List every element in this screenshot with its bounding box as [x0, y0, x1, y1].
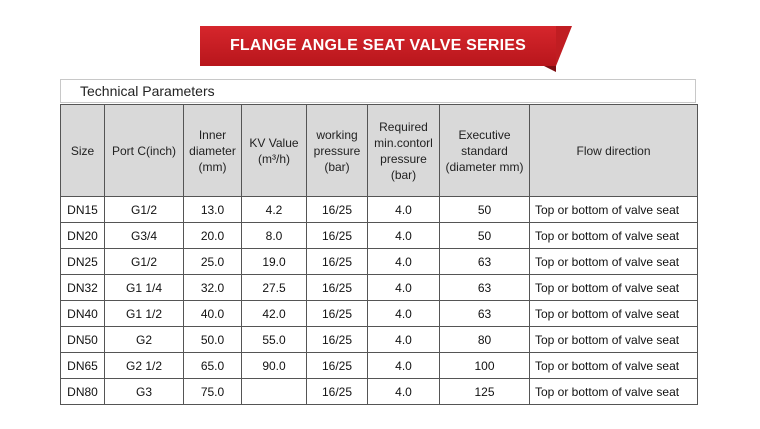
cell-executive-standard: 63	[440, 275, 530, 301]
table-row	[61, 327, 698, 353]
cell-min-control-pressure: 4.0	[368, 249, 440, 275]
table-row	[61, 379, 698, 405]
cell-flow-direction: Top or bottom of valve seat	[530, 301, 698, 327]
table-row	[61, 249, 698, 275]
cell-port: G1 1/4	[105, 275, 184, 301]
cell-min-control-pressure: 4.0	[368, 379, 440, 405]
cell-kv-value: 55.0	[242, 327, 307, 353]
cell-flow-direction: Top or bottom of valve seat	[530, 327, 698, 353]
cell-flow-direction: Top or bottom of valve seat	[530, 197, 698, 223]
cell-min-control-pressure: 4.0	[368, 197, 440, 223]
cell-kv-value	[242, 379, 307, 405]
cell-kv-value: 8.0	[242, 223, 307, 249]
cell-executive-standard: 63	[440, 301, 530, 327]
header-size: Size	[61, 105, 105, 197]
cell-size: DN40	[61, 301, 105, 327]
cell-inner-diameter: 25.0	[184, 249, 242, 275]
cell-working-pressure: 16/25	[307, 301, 368, 327]
cell-inner-diameter: 65.0	[184, 353, 242, 379]
cell-port: G1/2	[105, 249, 184, 275]
cell-min-control-pressure: 4.0	[368, 275, 440, 301]
header-inner-diameter: Inner diameter (mm)	[184, 105, 242, 197]
cell-working-pressure: 16/25	[307, 327, 368, 353]
title-banner	[200, 26, 576, 70]
cell-inner-diameter: 75.0	[184, 379, 242, 405]
table-header-row	[61, 105, 698, 197]
cell-kv-value: 90.0	[242, 353, 307, 379]
cell-min-control-pressure: 4.0	[368, 353, 440, 379]
header-kv-value: KV Value (m³/h)	[242, 105, 307, 197]
cell-flow-direction: Top or bottom of valve seat	[530, 379, 698, 405]
cell-flow-direction: Top or bottom of valve seat	[530, 249, 698, 275]
cell-inner-diameter: 20.0	[184, 223, 242, 249]
cell-working-pressure: 16/25	[307, 223, 368, 249]
banner-shadow	[544, 66, 556, 72]
cell-executive-standard: 63	[440, 249, 530, 275]
cell-kv-value: 42.0	[242, 301, 307, 327]
cell-executive-standard: 125	[440, 379, 530, 405]
cell-inner-diameter: 40.0	[184, 301, 242, 327]
cell-executive-standard: 80	[440, 327, 530, 353]
cell-port: G3	[105, 379, 184, 405]
cell-inner-diameter: 50.0	[184, 327, 242, 353]
cell-executive-standard: 100	[440, 353, 530, 379]
parameters-table	[60, 104, 698, 405]
cell-flow-direction: Top or bottom of valve seat	[530, 275, 698, 301]
cell-size: DN25	[61, 249, 105, 275]
cell-inner-diameter: 13.0	[184, 197, 242, 223]
cell-port: G1/2	[105, 197, 184, 223]
table-row	[61, 197, 698, 223]
cell-size: DN32	[61, 275, 105, 301]
cell-port: G2	[105, 327, 184, 353]
cell-kv-value: 27.5	[242, 275, 307, 301]
header-min-control-pressure: Required min.contorl pressure (bar)	[368, 105, 440, 197]
table-row	[61, 275, 698, 301]
cell-working-pressure: 16/25	[307, 353, 368, 379]
cell-min-control-pressure: 4.0	[368, 223, 440, 249]
cell-kv-value: 19.0	[242, 249, 307, 275]
table-row	[61, 223, 698, 249]
header-working-pressure: working pressure (bar)	[307, 105, 368, 197]
cell-port: G3/4	[105, 223, 184, 249]
cell-min-control-pressure: 4.0	[368, 301, 440, 327]
cell-executive-standard: 50	[440, 223, 530, 249]
cell-min-control-pressure: 4.0	[368, 327, 440, 353]
cell-executive-standard: 50	[440, 197, 530, 223]
cell-port: G2 1/2	[105, 353, 184, 379]
cell-size: DN80	[61, 379, 105, 405]
cell-size: DN50	[61, 327, 105, 353]
header-port: Port C(inch)	[105, 105, 184, 197]
cell-size: DN20	[61, 223, 105, 249]
table-row	[61, 353, 698, 379]
cell-size: DN65	[61, 353, 105, 379]
cell-size: DN15	[61, 197, 105, 223]
cell-working-pressure: 16/25	[307, 197, 368, 223]
section-heading: Technical Parameters	[60, 79, 696, 103]
cell-kv-value: 4.2	[242, 197, 307, 223]
table-row	[61, 301, 698, 327]
banner-title: FLANGE ANGLE SEAT VALVE SERIES	[200, 26, 556, 66]
header-flow-direction: Flow direction	[530, 105, 698, 197]
cell-inner-diameter: 32.0	[184, 275, 242, 301]
cell-working-pressure: 16/25	[307, 249, 368, 275]
cell-working-pressure: 16/25	[307, 379, 368, 405]
banner-fold	[556, 26, 572, 66]
header-executive-standard: Executive standard (diameter mm)	[440, 105, 530, 197]
cell-port: G1 1/2	[105, 301, 184, 327]
cell-working-pressure: 16/25	[307, 275, 368, 301]
cell-flow-direction: Top or bottom of valve seat	[530, 353, 698, 379]
cell-flow-direction: Top or bottom of valve seat	[530, 223, 698, 249]
